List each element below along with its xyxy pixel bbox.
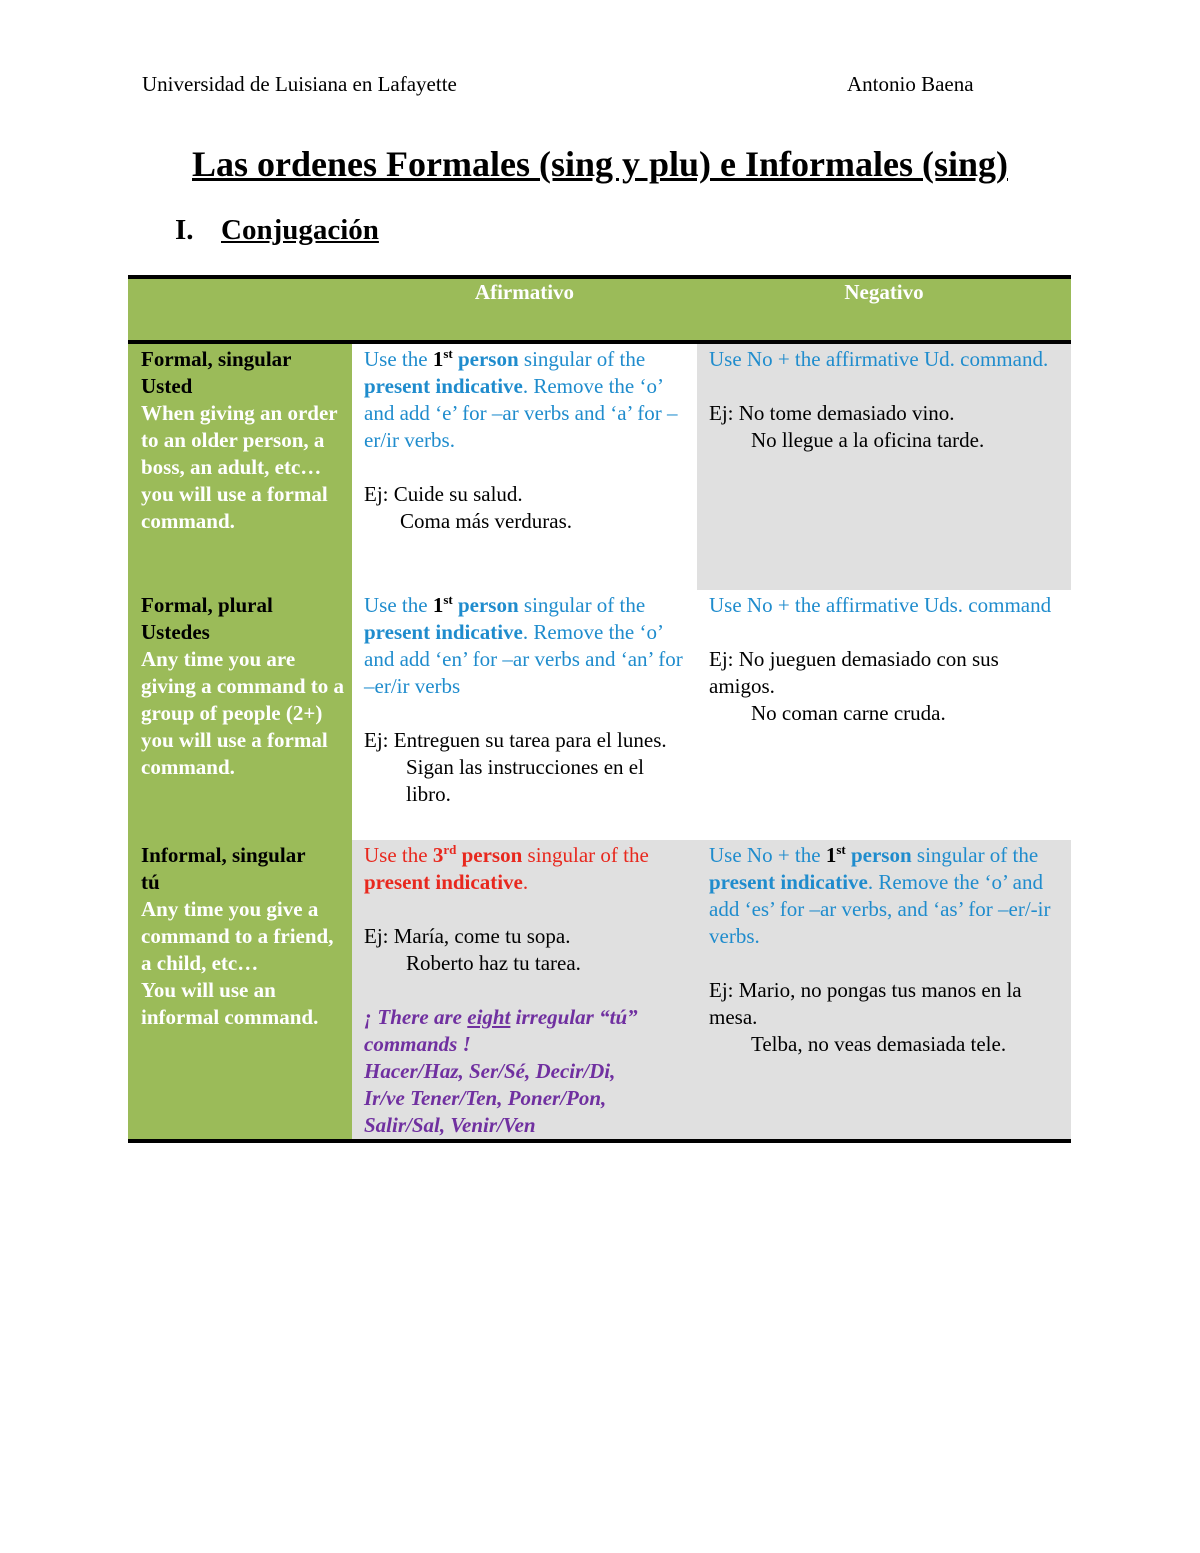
negative-example-1: Ej: No jueguen demasiado con sus amigos. <box>709 647 999 698</box>
row-description-2: You will use an informal command. <box>141 978 319 1029</box>
row-description: Any time you are giving a command to a group of people (2+) you will use a formal command. <box>141 647 345 779</box>
affirmative-example-2: Roberto haz tu tarea. <box>406 951 581 975</box>
negative-rule: Use No + the 1st person singular of the present indicative. Remove the ‘o’ and add ‘es’ for –ar verbs, and ‘as’ for –er/-ir verbs. <box>709 842 1051 948</box>
negative-example-1: Ej: Mario, no pongas tus manos en la mesa. <box>709 978 1022 1029</box>
header-institution: Universidad de Luisiana en Lafayette <box>142 72 457 96</box>
table-row-formal-plural <box>128 590 1071 840</box>
affirmative-example-1: Ej: María, come tu sopa. <box>364 924 571 948</box>
affirmative-example-1: Ej: Entreguen su tarea para el lunes. <box>364 728 667 752</box>
conjugation-table <box>128 275 1071 1143</box>
affirmative-cell <box>352 840 697 1141</box>
negative-example-2: No coman carne cruda. <box>751 701 946 725</box>
negative-cell <box>697 590 1071 840</box>
affirmative-rule: Use the 1st person singular of the present indicative. Remove the ‘o’ and add ‘e’ for –ar verbs and ‘a’ for –er/ir verbs. <box>364 346 678 452</box>
row-label-cell <box>128 342 352 590</box>
header-author: Antonio Baena <box>847 72 974 96</box>
irregular-list-3: Salir/Sal, Venir/Ven <box>364 1113 536 1137</box>
negative-rule: Use No + the affirmative Ud. command. <box>709 347 1049 371</box>
row-pronoun: Ustedes <box>141 620 210 644</box>
section-title: Conjugación <box>221 214 379 246</box>
document-title: Las ordenes Formales (sing y plu) e Informales (sing) <box>192 144 1008 184</box>
affirmative-rule: Use the 3rd person singular of the present indicative. <box>364 842 649 894</box>
header-negativo: Negativo <box>697 277 1071 342</box>
table-header-row <box>128 277 1071 342</box>
section-heading <box>175 214 379 247</box>
negative-cell <box>697 840 1071 1141</box>
row-pronoun: Usted <box>141 374 193 398</box>
row-label-cell <box>128 840 352 1141</box>
affirmative-rule: Use the 1st person singular of the present indicative. Remove the ‘o’ and add ‘en’ for –ar verbs and ‘an’ for –er/ir verbs <box>364 592 683 698</box>
row-label-cell <box>128 590 352 840</box>
table-row-informal-singular <box>128 840 1071 1141</box>
irregular-commands-note: ¡ There are eight irregular “tú” commands ! <box>364 1005 638 1056</box>
irregular-list-1: Hacer/Haz, Ser/Sé, Decir/Di, <box>364 1059 616 1083</box>
header-empty <box>128 277 352 342</box>
row-label: Formal, plural <box>141 593 273 617</box>
header-afirmativo: Afirmativo <box>352 277 697 342</box>
affirmative-example-2: Coma más verduras. <box>400 509 573 533</box>
section-number: I. <box>175 214 194 246</box>
affirmative-cell <box>352 590 697 840</box>
table-row-formal-singular <box>128 342 1071 590</box>
row-label: Formal, singular <box>141 347 292 371</box>
negative-example-1: Ej: No tome demasiado vino. <box>709 401 955 425</box>
row-description: Any time you give a command to a friend, a child, etc… <box>141 897 334 975</box>
affirmative-example-2: Sigan las instrucciones en el libro. <box>406 755 644 806</box>
irregular-list-2: Ir/ve Tener/Ten, Poner/Pon, <box>364 1086 607 1110</box>
negative-rule: Use No + the affirmative Uds. command <box>709 593 1052 617</box>
row-label: Informal, singular <box>141 843 306 867</box>
affirmative-cell <box>352 342 697 590</box>
negative-example-2: Telba, no veas demasiada tele. <box>751 1032 1007 1056</box>
affirmative-example-1: Ej: Cuide su salud. <box>364 482 523 506</box>
negative-cell <box>697 342 1071 590</box>
row-pronoun: tú <box>141 870 160 894</box>
negative-example-2: No llegue a la oficina tarde. <box>751 428 985 452</box>
row-description: When giving an order to an older person, a boss, an adult, etc… you will use a formal command. <box>141 401 338 533</box>
